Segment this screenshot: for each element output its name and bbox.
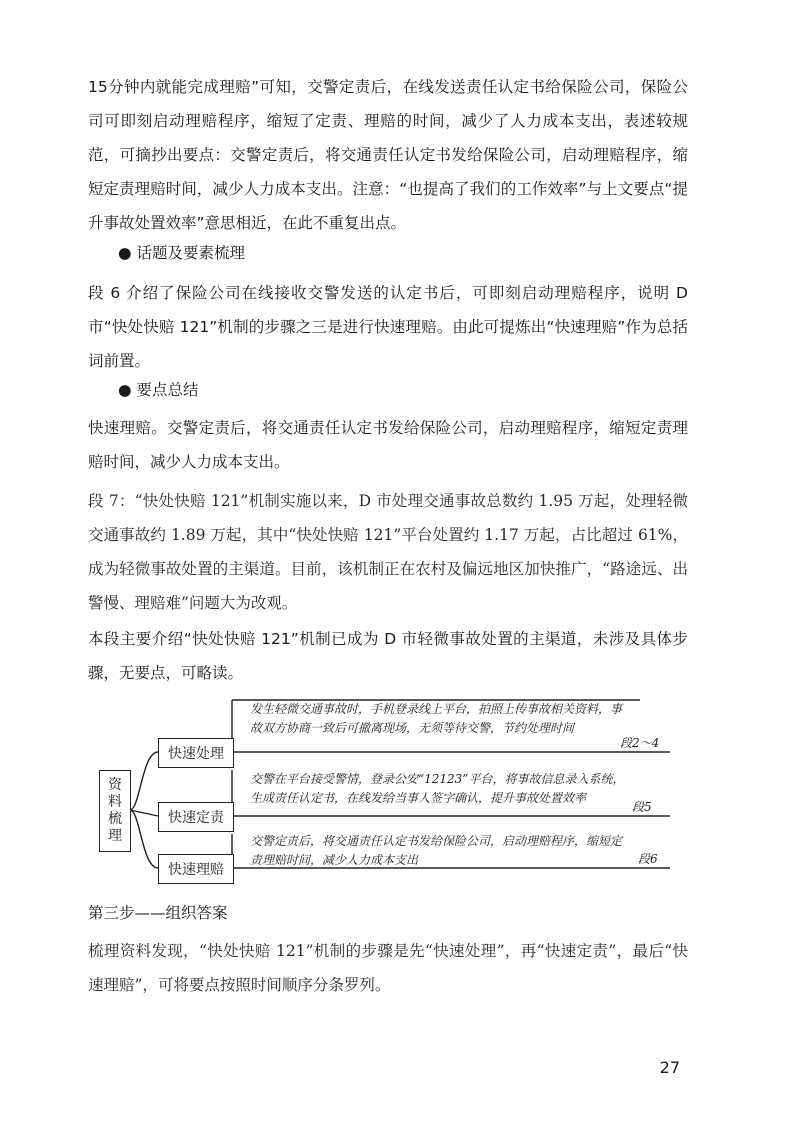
branch-quick-liability: 快速定责 <box>158 802 234 832</box>
paragraph-2: 段 6 介绍了保险公司在线接收交警发送的认定书后，可即刻启动理赔程序，说明 D 市“快处快赔 121”机制的步骤之三是进行快速理赔。由此可提炼出“快速理赔”作为总括词前置。 <box>88 284 688 370</box>
branch-note-handling: 发生轻微交通事故时，手机登录线上平台，拍照上传事故相关资料，事故双方协商一致后可撤离现场，无须等待交警，节约处理时间 <box>250 702 623 735</box>
branch-ref-liability: 段5 <box>632 800 652 814</box>
root-char: 理 <box>108 828 122 844</box>
branch-quick-claim: 快速理赔 <box>158 854 234 884</box>
paragraph-1: 15分钟内就能完成理赔”可知，交警定责后，在线发送责任认定书给保险公司，保险公司可即刻启动理赔程序，缩短了定责、理赔的时间，减少了人力成本支出，表述较规范，可摘抄出要点：交警定责后，将交通责任认定书发给保险公司，启动理赔程序，缩短定责理赔时间，减少人力成本支出。注意：“也提高了我们的工作效率”与上文要点“提升事故处置效率”意思相近，在此不重复出点。 <box>88 78 688 232</box>
root-char: 料 <box>108 794 122 810</box>
paragraph-5: 本段主要介绍“快处快赔 121”机制已成为 D 市轻微事故处置的主渠道，未涉及具体步骤，无要点，可略读。 <box>88 630 688 682</box>
bullet-topic-elements: ● 话题及要素梳理 <box>118 244 245 262</box>
root-char: 梳 <box>108 811 122 827</box>
bullet-key-points: ● 要点总结 <box>118 381 199 399</box>
page-number: 27 <box>659 1058 680 1077</box>
branch-ref-claim: 段6 <box>638 852 658 866</box>
branch-ref-handling: 段2～4 <box>620 736 660 750</box>
paragraph-4: 段 7：“快处快赔 121”机制实施以来，D 市处理交通事故总数约 1.95 万起，处理轻微交通事故约 1.89 万起，其中“快处快赔 121”平台处置约 1.17 万起，占比超过 61%，成为轻微事故处置的主渠道。目前，该机制正在农村及偏远地区加快推广，“路途远、出警慢、理赔难”问题大为改观。 <box>88 492 688 612</box>
mindmap-root <box>99 770 131 852</box>
root-char: 资 <box>108 777 122 793</box>
branch-note-liability: 交警在平台接受警情，登录公安“12123”平台，将事故信息录入系统，生成责任认定书，在线发给当事人签字确认，提升事故处置效率 <box>250 772 625 805</box>
step-three-heading: 第三步——组织答案 <box>88 904 228 922</box>
branch-note-claim: 交警定责后，将交通责任认定书发给保险公司，启动理赔程序，缩短定责理赔时间，减少人力成本支出 <box>250 834 623 867</box>
branch-quick-handling: 快速处理 <box>158 738 234 768</box>
paragraph-6: 梳理资料发现，“快处快赔 121”机制的步骤是先“快速处理”，再“快速定责”，最后“快速理赔”，可将要点按照时间顺序分条罗列。 <box>88 942 688 994</box>
paragraph-3: 快速理赔。交警定责后，将交通责任认定书发给保险公司，启动理赔程序，缩短定责理赔时间，减少人力成本支出。 <box>88 419 688 471</box>
